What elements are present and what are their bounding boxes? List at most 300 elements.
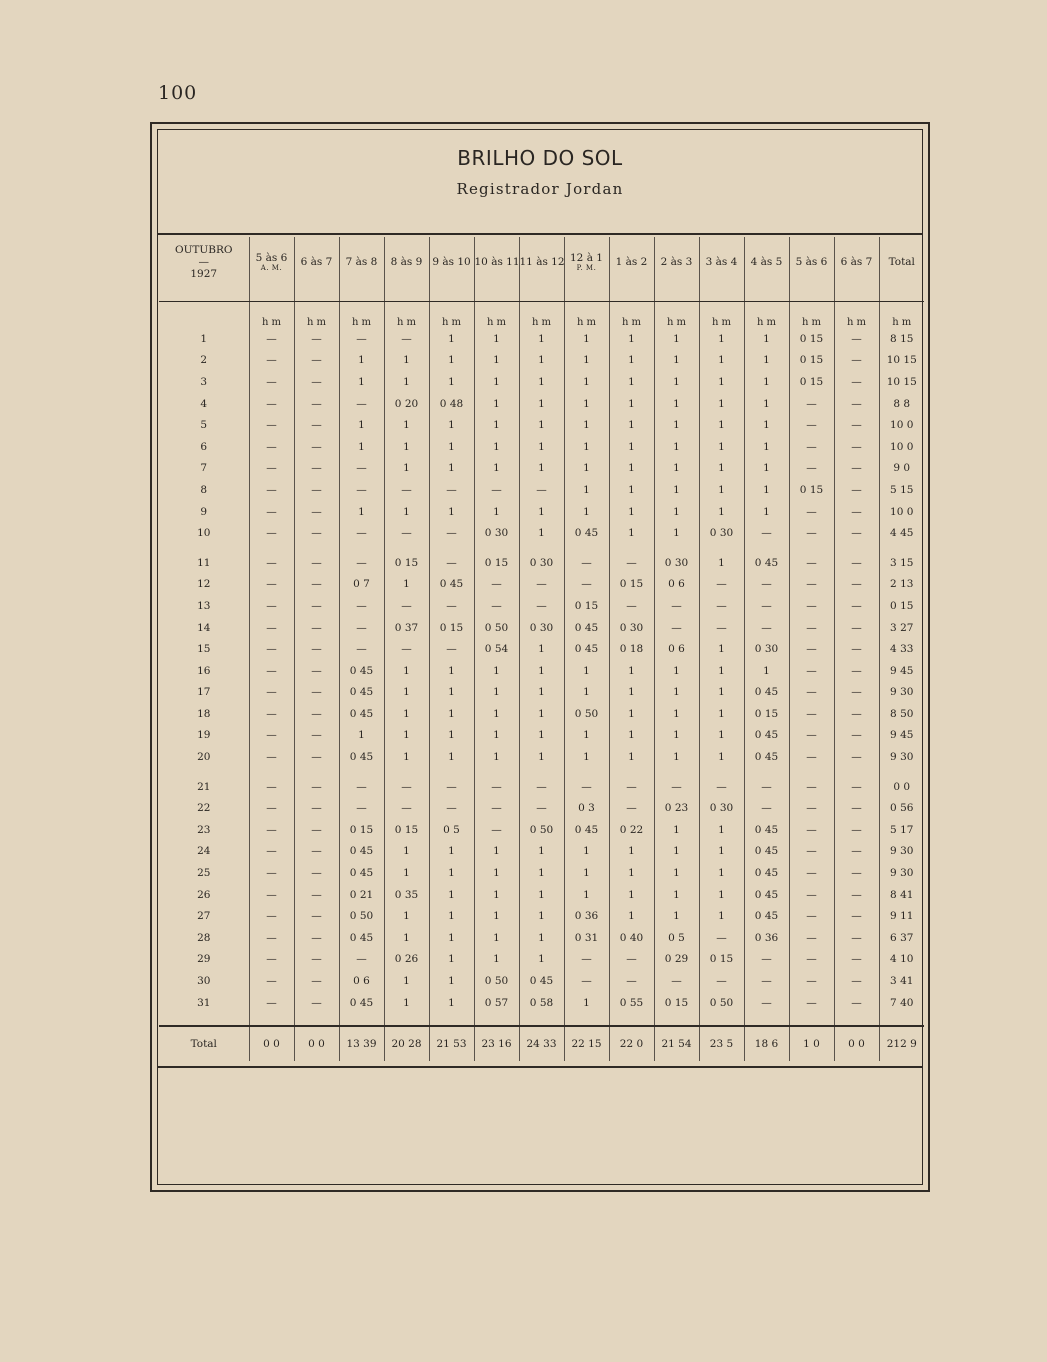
table-row: [159, 797, 924, 819]
hour-cell: 0 45: [744, 682, 789, 704]
table-row: [159, 660, 924, 682]
unit-label: h m: [474, 302, 519, 329]
table-row: [159, 479, 924, 501]
spacer-cell: [384, 768, 429, 776]
hour-cell: 1: [699, 458, 744, 480]
hour-cell: 1: [384, 371, 429, 393]
hour-cell: —: [339, 522, 384, 544]
hour-cell: 0 23: [654, 797, 699, 819]
hour-cell: —: [834, 371, 879, 393]
page-title: BRILHO DO SOL: [457, 146, 623, 170]
hour-cell: 0 45: [564, 819, 609, 841]
spacer-cell: [699, 287, 744, 302]
hour-cell: 0 45: [744, 862, 789, 884]
hour-cell: 1: [744, 414, 789, 436]
spacer-cell: [654, 287, 699, 302]
hour-cell: 0 15: [339, 819, 384, 841]
hour-cell: 1: [564, 414, 609, 436]
hour-cell: 0 15: [789, 328, 834, 350]
hour-cell: 0 31: [564, 927, 609, 949]
hour-cell: —: [744, 992, 789, 1014]
hour-cell: 1: [564, 501, 609, 523]
row-total: 9 45: [879, 660, 924, 682]
hour-cell: 1: [699, 862, 744, 884]
hour-cell: 1: [744, 458, 789, 480]
hour-cell: —: [339, 776, 384, 798]
hour-cell: 1: [654, 703, 699, 725]
hour-cell: —: [789, 458, 834, 480]
day-number: 7: [200, 462, 208, 475]
hour-cell: —: [789, 414, 834, 436]
hour-cell: —: [834, 638, 879, 660]
hour-cell: —: [294, 746, 339, 768]
column-total: 13 39: [339, 1026, 384, 1061]
spacer-cell: [744, 1013, 789, 1026]
hour-cell: 0 45: [744, 725, 789, 747]
hour-cell: 1: [384, 574, 429, 596]
hour-cell: 0 36: [744, 927, 789, 949]
hour-cell: 0 45: [744, 884, 789, 906]
hour-cell: 1: [699, 328, 744, 350]
hour-cell: 1: [474, 393, 519, 415]
hour-cell: 1: [429, 371, 474, 393]
unit-label: h m: [294, 302, 339, 329]
hour-cell: 1: [609, 479, 654, 501]
hour-cell: 1: [654, 725, 699, 747]
spacer-cell: [879, 768, 924, 776]
column-header-label: Total: [888, 255, 915, 268]
column-header: [744, 237, 789, 287]
row-total: 3 15: [879, 552, 924, 574]
unit-label: h m: [249, 302, 294, 329]
day-number: 6: [200, 440, 208, 453]
hour-cell: 0 30: [519, 617, 564, 639]
table-row: [159, 350, 924, 372]
hour-cell: 1: [474, 458, 519, 480]
hour-cell: 0 45: [744, 746, 789, 768]
hour-cell: 1: [654, 660, 699, 682]
hour-cell: —: [339, 797, 384, 819]
table-row: [159, 574, 924, 596]
hour-cell: —: [294, 949, 339, 971]
day-number: 2: [200, 354, 208, 367]
hour-cell: —: [834, 682, 879, 704]
row-total: 3 27: [879, 617, 924, 639]
day-number: 25: [197, 867, 211, 880]
hour-cell: 1: [519, 862, 564, 884]
spacer-cell: [249, 1013, 294, 1026]
hour-cell: 1: [519, 927, 564, 949]
day-number: 3: [200, 375, 208, 388]
hour-cell: —: [744, 522, 789, 544]
hour-cell: —: [294, 595, 339, 617]
column-total: 21 53: [429, 1026, 474, 1061]
hour-cell: 1: [384, 682, 429, 704]
hour-cell: 1: [429, 458, 474, 480]
hour-cell: —: [294, 905, 339, 927]
hour-cell: —: [294, 776, 339, 798]
hour-cell: 1: [744, 436, 789, 458]
day-number: 31: [197, 996, 211, 1009]
spacer-cell: [654, 1013, 699, 1026]
hour-cell: 0 45: [744, 841, 789, 863]
spacer-cell: [564, 768, 609, 776]
row-total: 0 0: [879, 776, 924, 798]
spacer-cell: [294, 1013, 339, 1026]
day-number: 17: [197, 686, 211, 699]
column-total: 22 0: [609, 1026, 654, 1061]
hour-cell: —: [429, 595, 474, 617]
hour-cell: 0 30: [699, 522, 744, 544]
hour-cell: —: [249, 841, 294, 863]
hour-cell: —: [789, 905, 834, 927]
hour-cell: —: [744, 949, 789, 971]
hour-cell: 0 45: [564, 522, 609, 544]
hour-cell: 1: [609, 436, 654, 458]
hour-cell: —: [249, 682, 294, 704]
hour-cell: 1: [519, 949, 564, 971]
hour-cell: 1: [474, 703, 519, 725]
hour-cell: 1: [474, 371, 519, 393]
table-frame: [150, 122, 930, 1192]
hour-cell: 1: [609, 501, 654, 523]
spacer-cell: [339, 287, 384, 302]
hour-cell: —: [519, 479, 564, 501]
hour-cell: —: [339, 328, 384, 350]
spacer-cell: [474, 768, 519, 776]
hour-cell: 0 45: [339, 992, 384, 1014]
hour-cell: —: [249, 479, 294, 501]
hour-cell: 1: [564, 328, 609, 350]
hour-cell: 1: [564, 884, 609, 906]
hour-cell: 0 15: [429, 617, 474, 639]
hour-cell: 0 50: [699, 992, 744, 1014]
hour-cell: —: [294, 436, 339, 458]
header-rule: [157, 233, 923, 235]
hour-cell: —: [474, 797, 519, 819]
hour-cell: 1: [609, 350, 654, 372]
spacer-cell: [609, 768, 654, 776]
hour-cell: 0 22: [609, 819, 654, 841]
hour-cell: —: [834, 776, 879, 798]
hour-cell: 0 5: [654, 927, 699, 949]
row-total: 10 0: [879, 414, 924, 436]
table-row: [159, 819, 924, 841]
spacer-cell: [339, 768, 384, 776]
hour-cell: 1: [429, 841, 474, 863]
hour-cell: 1: [519, 350, 564, 372]
hour-cell: —: [294, 552, 339, 574]
hour-cell: 1: [519, 436, 564, 458]
hour-cell: —: [249, 776, 294, 798]
hour-cell: 1: [654, 841, 699, 863]
row-total: 9 30: [879, 862, 924, 884]
row-total: 10 0: [879, 436, 924, 458]
hour-cell: 1: [699, 350, 744, 372]
hour-cell: 1: [654, 458, 699, 480]
hour-cell: 1: [699, 414, 744, 436]
day-number: 4: [200, 397, 208, 410]
hour-cell: 0 7: [339, 574, 384, 596]
spacer-cell: [429, 1013, 474, 1026]
hour-cell: —: [654, 970, 699, 992]
day-number: 16: [197, 664, 211, 677]
column-header-label: 6 às 7: [840, 255, 873, 268]
hour-cell: —: [834, 617, 879, 639]
column-header: [294, 237, 339, 287]
row-total: 8 41: [879, 884, 924, 906]
spacer-cell: [789, 287, 834, 302]
hour-cell: 1: [609, 328, 654, 350]
hour-cell: —: [249, 522, 294, 544]
table-row: [159, 501, 924, 523]
hour-cell: —: [384, 479, 429, 501]
hour-cell: —: [564, 970, 609, 992]
table-row: [159, 992, 924, 1014]
hour-cell: —: [609, 776, 654, 798]
table-row: [159, 595, 924, 617]
hour-cell: 0 15: [699, 949, 744, 971]
spacer-cell: [249, 544, 294, 552]
hour-cell: 1: [564, 458, 609, 480]
column-header: [654, 237, 699, 287]
hour-cell: 0 45: [339, 746, 384, 768]
hour-cell: —: [834, 746, 879, 768]
unit-label: h m: [519, 302, 564, 329]
hour-cell: —: [789, 797, 834, 819]
hour-cell: 1: [699, 746, 744, 768]
row-total: 9 11: [879, 905, 924, 927]
hour-cell: —: [654, 617, 699, 639]
hour-cell: 0 45: [429, 574, 474, 596]
hour-cell: —: [834, 841, 879, 863]
hour-cell: 0 15: [474, 552, 519, 574]
hour-cell: 1: [519, 746, 564, 768]
spacer-cell: [879, 544, 924, 552]
hour-cell: 0 6: [654, 574, 699, 596]
hour-cell: —: [789, 841, 834, 863]
spacer-cell: [609, 544, 654, 552]
table-row: [159, 905, 924, 927]
hour-cell: 1: [519, 414, 564, 436]
spacer-cell: [519, 768, 564, 776]
column-total: 20 28: [384, 1026, 429, 1061]
hour-cell: —: [744, 617, 789, 639]
column-header-label: 2 às 3: [660, 255, 693, 268]
hour-cell: —: [789, 617, 834, 639]
hour-cell: —: [429, 479, 474, 501]
hour-cell: —: [834, 414, 879, 436]
hour-cell: 1: [609, 682, 654, 704]
column-header: [429, 237, 474, 287]
table-row: [159, 682, 924, 704]
hour-cell: 1: [474, 725, 519, 747]
hour-cell: 1: [519, 522, 564, 544]
hour-cell: 1: [654, 819, 699, 841]
hour-cell: 0 30: [654, 552, 699, 574]
hour-cell: —: [474, 574, 519, 596]
hour-cell: —: [339, 479, 384, 501]
hour-cell: —: [294, 638, 339, 660]
hour-cell: 1: [474, 884, 519, 906]
hour-cell: —: [249, 884, 294, 906]
hour-cell: —: [699, 776, 744, 798]
hour-cell: —: [294, 479, 339, 501]
row-total: 5 15: [879, 479, 924, 501]
hour-cell: —: [699, 574, 744, 596]
hour-cell: 1: [564, 479, 609, 501]
row-total: 10 0: [879, 501, 924, 523]
hour-cell: 1: [564, 992, 609, 1014]
hour-cell: —: [294, 927, 339, 949]
unit-label: h m: [699, 302, 744, 329]
row-total: 4 45: [879, 522, 924, 544]
hour-cell: —: [834, 660, 879, 682]
table-row: [159, 949, 924, 971]
hour-cell: 1: [429, 862, 474, 884]
spacer-cell: [564, 544, 609, 552]
hour-cell: 1: [519, 638, 564, 660]
spacer-cell: [159, 768, 249, 776]
row-total: 8 50: [879, 703, 924, 725]
table-row: [159, 776, 924, 798]
column-header-label: 8 às 9: [390, 255, 423, 268]
hour-cell: 1: [564, 436, 609, 458]
spacer-cell: [834, 1013, 879, 1026]
hour-cell: 1: [429, 927, 474, 949]
row-total: 9 45: [879, 725, 924, 747]
hour-cell: 0 20: [384, 393, 429, 415]
hour-cell: —: [294, 393, 339, 415]
hour-cell: 1: [474, 350, 519, 372]
hour-cell: —: [834, 393, 879, 415]
hour-cell: 1: [384, 992, 429, 1014]
hour-cell: 1: [474, 660, 519, 682]
hour-cell: —: [384, 776, 429, 798]
hour-cell: 1: [519, 501, 564, 523]
hour-cell: 1: [519, 905, 564, 927]
hour-cell: 1: [564, 660, 609, 682]
hour-cell: 1: [384, 436, 429, 458]
table-row: [159, 927, 924, 949]
hour-cell: —: [474, 479, 519, 501]
hour-cell: 1: [339, 501, 384, 523]
unit-label: h m: [654, 302, 699, 329]
spacer-cell: [789, 544, 834, 552]
hour-cell: 1: [384, 501, 429, 523]
hour-cell: 0 40: [609, 927, 654, 949]
hour-cell: 0 50: [339, 905, 384, 927]
hour-cell: 1: [609, 884, 654, 906]
page-subtitle: Registrador Jordan: [456, 180, 624, 198]
hour-cell: 0 50: [519, 819, 564, 841]
hour-cell: —: [789, 746, 834, 768]
hour-cell: 1: [699, 552, 744, 574]
hour-cell: 1: [429, 949, 474, 971]
spacer-cell: [744, 768, 789, 776]
hour-cell: —: [699, 617, 744, 639]
column-header: [609, 237, 654, 287]
total-rule-row: [159, 1013, 924, 1026]
hour-cell: 1: [429, 350, 474, 372]
hour-cell: —: [249, 393, 294, 415]
hour-cell: 0 3: [564, 797, 609, 819]
hour-cell: —: [294, 725, 339, 747]
hour-cell: 1: [474, 927, 519, 949]
hour-cell: 1: [609, 841, 654, 863]
row-total: 8 15: [879, 328, 924, 350]
hour-cell: —: [384, 595, 429, 617]
table-row: [159, 458, 924, 480]
row-total: 3 41: [879, 970, 924, 992]
spacer-cell: [159, 287, 249, 302]
hour-cell: 0 45: [339, 682, 384, 704]
hour-cell: —: [789, 522, 834, 544]
hour-cell: —: [834, 970, 879, 992]
hour-cell: 1: [474, 328, 519, 350]
totals-label: Total: [190, 1038, 217, 1051]
table-row: [159, 328, 924, 350]
hour-cell: 0 15: [609, 574, 654, 596]
hour-cell: 0 35: [384, 884, 429, 906]
hour-cell: —: [249, 436, 294, 458]
hour-cell: 0 21: [339, 884, 384, 906]
hour-cell: —: [294, 350, 339, 372]
hour-cell: —: [249, 638, 294, 660]
month-header: [159, 237, 249, 287]
hour-cell: 1: [429, 703, 474, 725]
hour-cell: 1: [384, 970, 429, 992]
hour-cell: 1: [384, 725, 429, 747]
column-header-label: 5 às 6: [255, 251, 288, 264]
hour-cell: 1: [519, 371, 564, 393]
hour-cell: 1: [654, 393, 699, 415]
hour-cell: 1: [699, 436, 744, 458]
hour-cell: —: [294, 617, 339, 639]
hour-cell: —: [249, 905, 294, 927]
hour-cell: —: [789, 393, 834, 415]
unit-label: h m: [429, 302, 474, 329]
hour-cell: —: [249, 992, 294, 1014]
spacer-cell: [699, 768, 744, 776]
hour-cell: 1: [519, 841, 564, 863]
row-total: 2 13: [879, 574, 924, 596]
hour-cell: —: [744, 595, 789, 617]
hour-cell: 1: [654, 414, 699, 436]
header-underline-row: [159, 287, 924, 302]
hour-cell: —: [429, 638, 474, 660]
hour-cell: —: [789, 660, 834, 682]
hour-cell: —: [789, 501, 834, 523]
hour-cell: —: [294, 703, 339, 725]
hour-cell: 1: [384, 703, 429, 725]
hour-cell: 1: [429, 682, 474, 704]
hour-cell: —: [249, 371, 294, 393]
hour-cell: 1: [654, 884, 699, 906]
hour-cell: 1: [429, 905, 474, 927]
hour-cell: 1: [609, 905, 654, 927]
table-row: [159, 638, 924, 660]
column-header: [474, 237, 519, 287]
hour-cell: —: [789, 884, 834, 906]
hour-cell: 1: [384, 927, 429, 949]
hour-cell: 1: [474, 682, 519, 704]
spacer-cell: [654, 768, 699, 776]
hour-cell: 1: [609, 393, 654, 415]
spacer-cell: [249, 287, 294, 302]
hour-cell: —: [249, 595, 294, 617]
table-row: [159, 970, 924, 992]
